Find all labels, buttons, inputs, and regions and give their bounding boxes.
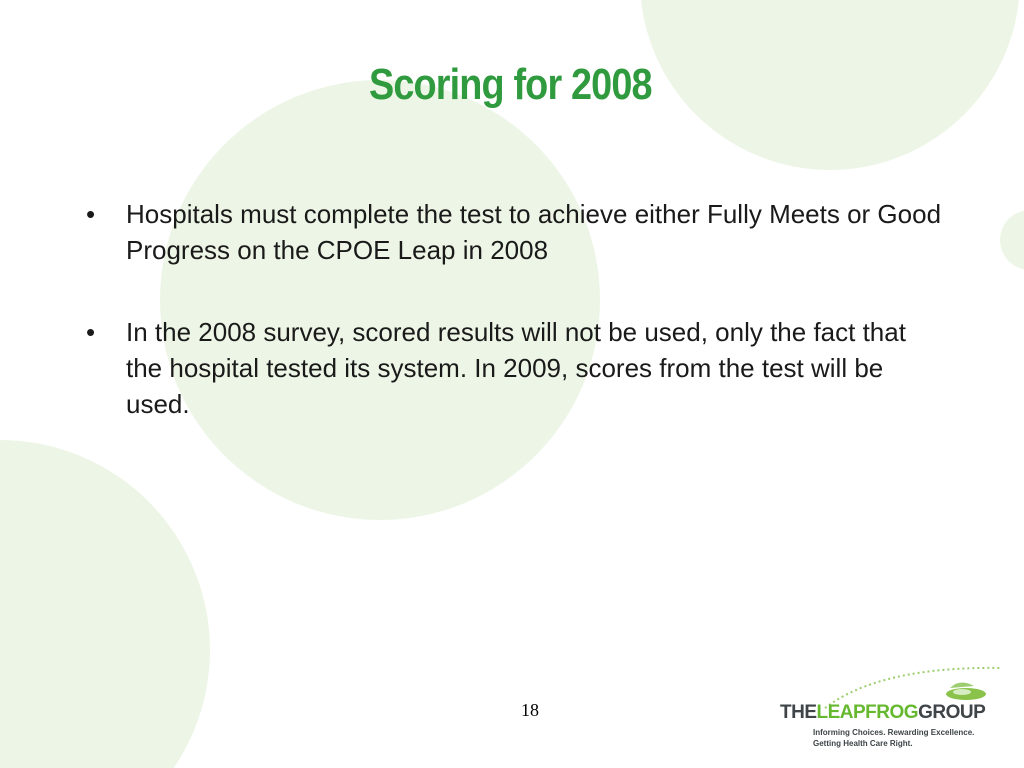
logo-tagline: Getting Health Care Right. [813,739,913,748]
logo-wordmark [780,702,985,724]
background-circle [1000,210,1024,270]
bullet-marker: • [86,317,96,347]
bullet-marker: • [86,199,96,229]
leapfrog-logo [770,660,1020,760]
logo-prefix: THE [780,702,817,723]
logo-tagline: Informing Choices. Rewarding Excellence. [813,728,975,737]
bullet-list [86,196,946,468]
slide-title: Scoring for 2008 [368,60,652,109]
page-number: 18 [521,700,539,720]
logo-highlight: LEAPFROG [816,702,919,723]
bullet-item [86,196,946,268]
background-circle [0,440,210,768]
logo-suffix: GROUP [918,702,986,723]
bullet-item [86,314,946,422]
bullet-text: Hospitals must complete the test to achieve either Fully Meets or Good Progress on the CPOE Leap in 2008 [126,199,942,265]
bullet-text: In the 2008 survey, scored results will not be used, only the fact that the hospital tested its system. In 2009, scores from the test will be used. [126,317,906,419]
